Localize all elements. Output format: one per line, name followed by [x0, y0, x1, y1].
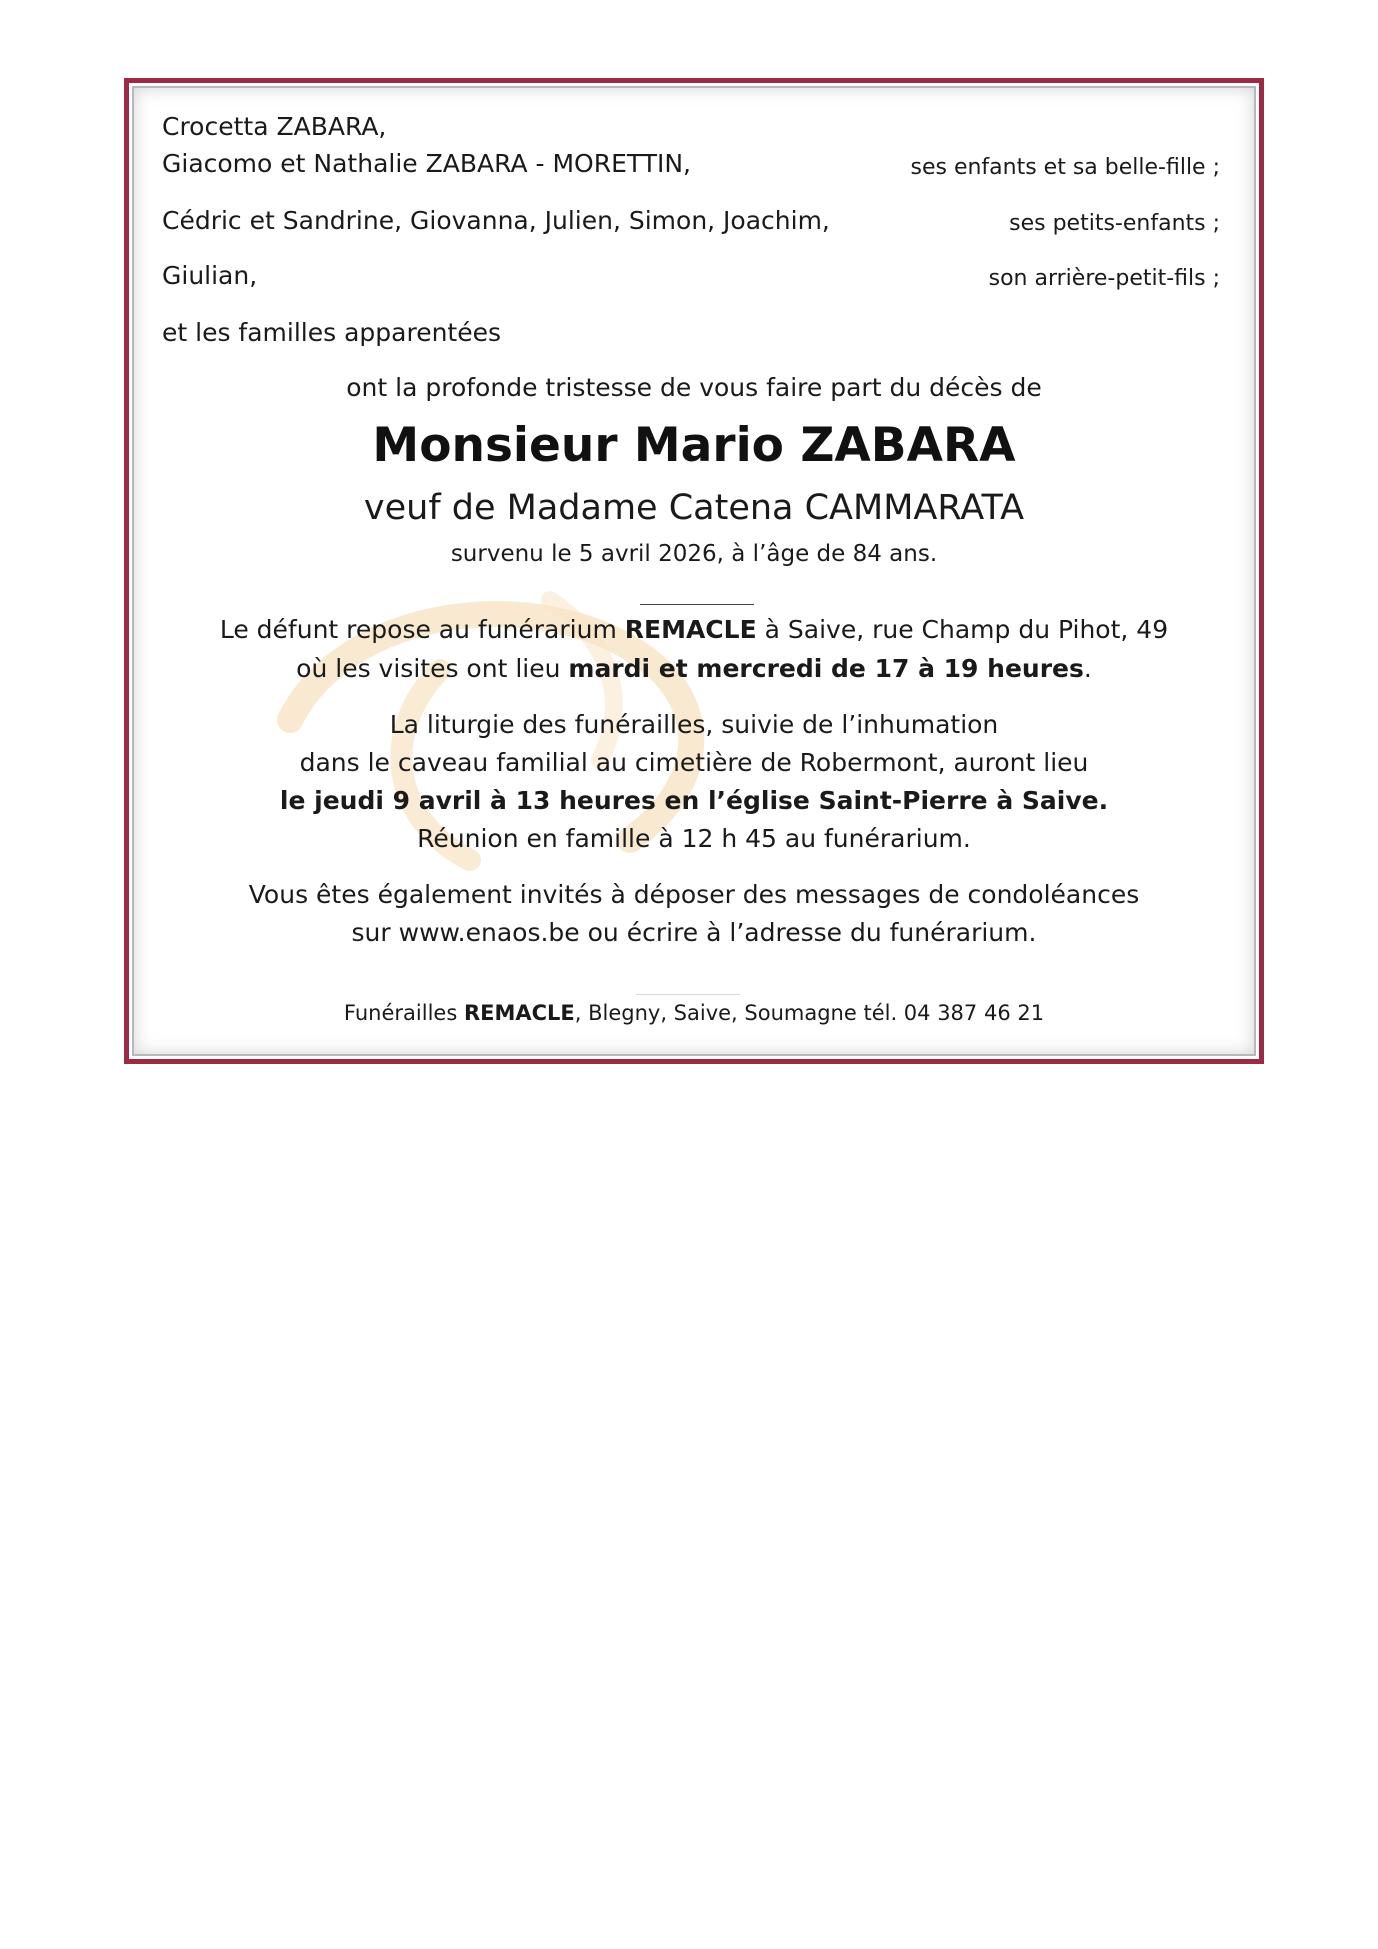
separator-line [640, 604, 754, 605]
footer-contact: , Blegny, Saive, Soumagne tél. 04 387 46 21 [574, 1001, 1045, 1025]
funeral-date-location: le jeudi 9 avril à 13 heures en l’église Saint-Pierre à Saive. [279, 786, 1109, 815]
death-info-text: survenu le 5 avril 2026, à l’âge de 84 ans. [450, 541, 938, 567]
footer-company: REMACLE [463, 1001, 575, 1025]
family-line-grandchildren: Cédric et Sandrine, Giovanna, Julien, Simon, Joachim, [162, 206, 830, 235]
visitation-period: . [1083, 654, 1092, 683]
footer-separator [636, 994, 740, 995]
visitation-line-1 [124, 615, 1264, 645]
funeral-line-1: La liturgie des funérailles, suivie de l’inhumation [389, 710, 999, 739]
visitation-hours-intro: où les visites ont lieu [296, 654, 569, 683]
family-line-relatives: et les familles apparentées [162, 318, 502, 347]
family-meeting-text: Réunion en famille à 12 h 45 au funérarium. [417, 824, 971, 853]
family-line-children: Giacomo et Nathalie ZABARA - MORETTIN, [162, 149, 692, 178]
family-line-crocetta: Crocetta ZABARA, [162, 112, 387, 141]
family-role-children: ses enfants et sa belle-fille ; [910, 155, 1220, 180]
footer-prefix: Funérailles [343, 1001, 464, 1025]
visitation-hours: mardi et mercredi de 17 à 19 heures [568, 654, 1084, 683]
announcement-text: ont la profonde tristesse de vous faire part du décès de [346, 373, 1042, 402]
deceased-name: Monsieur Mario ZABARA [372, 418, 1016, 473]
funeral-home-name: REMACLE [624, 615, 757, 644]
visitation-text-c: à Saive, rue Champ du Pihot, 49 [756, 615, 1169, 644]
visitation-text-a: Le défunt repose au funérarium [219, 615, 625, 644]
family-line-great-grandchild: Giulian, [162, 261, 258, 290]
family-role-great-grandchild: son arrière-petit-fils ; [988, 266, 1220, 291]
visitation-line-2 [124, 654, 1264, 684]
widow-of-text: veuf de Madame Catena CAMMARATA [363, 488, 1025, 528]
family-role-grandchildren: ses petits-enfants ; [1009, 211, 1220, 236]
condolences-line-2: sur www.enaos.be ou écrire à l’adresse du funérarium. [351, 918, 1037, 947]
condolences-line-1: Vous êtes également invités à déposer des messages de condoléances [248, 880, 1140, 909]
footer-text [124, 998, 1264, 1028]
funeral-line-2: dans le caveau familial au cimetière de Robermont, auront lieu [299, 748, 1089, 777]
